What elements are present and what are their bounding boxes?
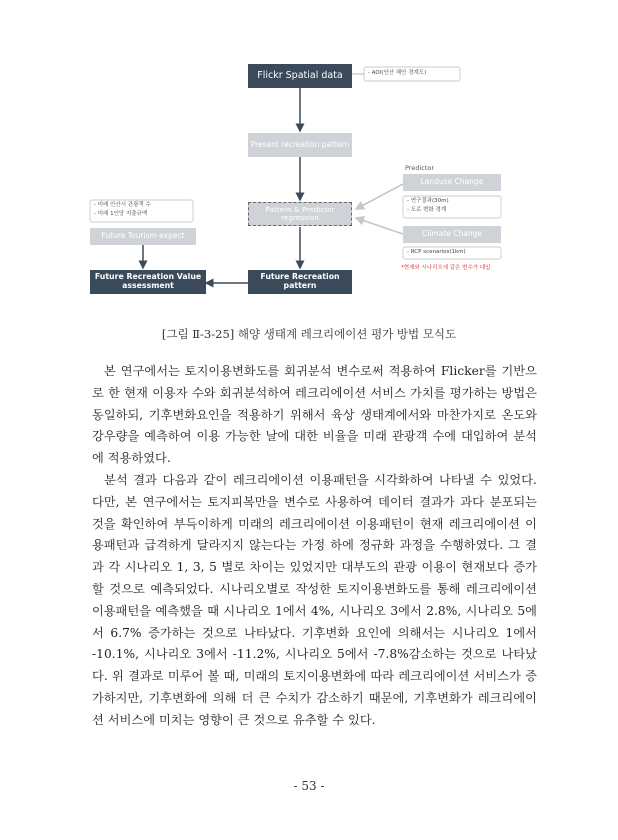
figure-caption: [그림 Ⅱ-3-25] 해양 생태계 레크리에이션 평가 방법 모식도 — [161, 327, 457, 341]
predictor-label: Predictor — [405, 164, 435, 172]
future-recreation-pattern-box: Future Recreation pattern — [248, 270, 352, 294]
climate-change-box: Climate Change — [403, 226, 501, 243]
methodology-diagram — [0, 0, 618, 310]
scenario-footnote: *현재와 시나리오에 같은 변수가 대입 — [401, 265, 491, 271]
page-number: - 53 - — [293, 779, 325, 793]
future-tourism-expect-box: Future Tourism expect — [90, 228, 196, 245]
landuse-note-2: - 도로 변화 경계 — [407, 207, 447, 213]
tourism-note-1: - 미래 안산시 관광객 수 — [94, 202, 151, 208]
pattern-predictor-regression-box: Pattern & Predictor regression — [248, 202, 352, 226]
tourism-note-2: - 미래 1인당 지출규액 — [94, 211, 148, 217]
present-recreation-pattern-box: Present recreation pattern — [248, 133, 352, 157]
body-paragraph-2: 분석 결과 다음과 같이 레크리에이션 이용패턴을 시각화하여 나타낼 수 있었다. 다만, 본 연구에서는 토지피복만을 변수로 사용하여 데이터 결과가 과다 분포되는 것을 확인하여 부득이하게 미래의 레크리에이션 이용패턴이 현재 레크리에이션 이용패턴과 급격하게 달라지지 않는다는 가정 하에 정규화 과정을 수행하였다. 그 결과 각 시나리오 1, 3, 5 별로 차이는 있었지만 대부도의 관광 이용이 현재보다 증가할 것으로 예측되었다. 시나리오별로 작성한 토지이용변화도를 통해 레크리에이션 이용패턴을 예측했을 때 시나리오 1에서 4%, 시나리오 3에서 2.8%, 시나리오 5에서 6.7% 증가하는 것으로 나타났다. 기후변화 요인에 의해서는 시나리오 1에서 -10.1%, 시나리오 3에서 -11.2%, 시나리오 5에서 -7.8%감소하는 것으로 나타났다. 위 결과로 미루어 볼 때, 미래의 토지이용변화에 따라 레크리에이션 서비스가 증가하지만, 기후변화에 의해 더 큰 수치가 감소하기 때문에, 기후변화가 레크리에이션 서비스에 미치는 영향이 큰 것으로 유추할 수 있다. — [92, 473, 537, 727]
arrow-climate — [356, 218, 403, 234]
landuse-note-1: - 연구결과(30m) — [407, 198, 449, 204]
body-paragraph-1: 본 연구에서는 토지이용변화도를 회귀분석 변수로써 적용하여 Flicker를 기반으로 한 현재 이용자 수와 회귀분석하여 레크리에이션 서비스 가치를 평가하는 방법은 동일하되, 기후변화요인을 적용하기 위해서 육상 생태계에서와 마찬가지로 온도와 강우량을 예측하여 이용 가능한 날에 대한 비율을 미래 관광객 수에 대입하여 분석에 적용하였다. — [92, 364, 537, 466]
landuse-change-box: Landuse Change — [403, 174, 501, 191]
aoi-note: - AOI(안산 해안 경계도) — [368, 70, 427, 76]
future-recreation-value-box: Future Recreation Value assessment — [90, 270, 206, 294]
arrow-landuse — [356, 184, 403, 209]
climate-note-1: - RCP scenarios(1km) — [407, 249, 466, 255]
flickr-spatial-data-box: Flickr Spatial data — [248, 64, 352, 88]
